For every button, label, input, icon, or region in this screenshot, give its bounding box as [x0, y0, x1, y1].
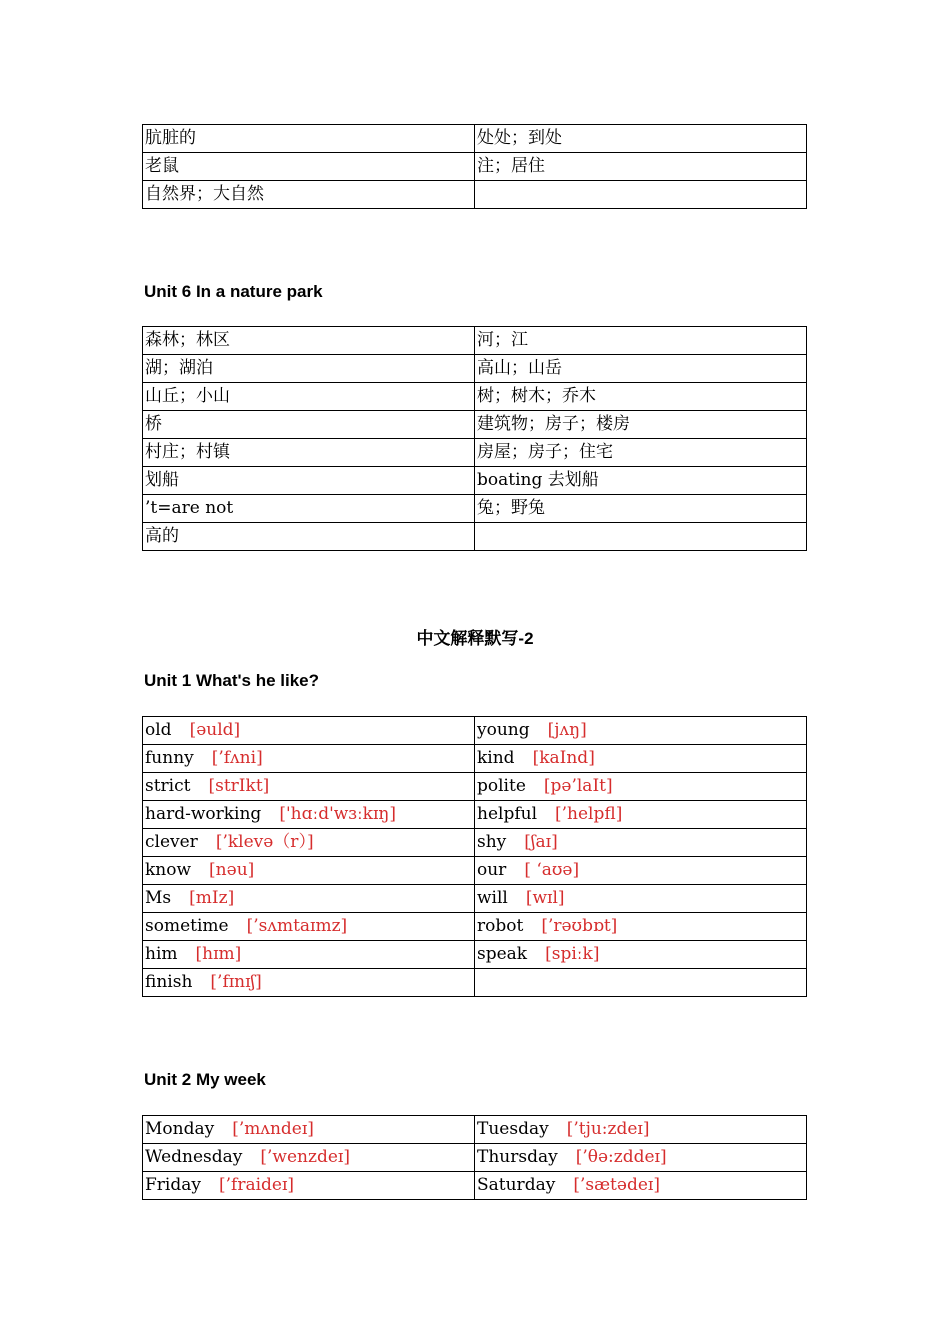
cell: 自然界；大自然 — [143, 181, 475, 209]
word: Friday — [145, 1175, 201, 1195]
cell: 处处；到处 — [475, 125, 807, 153]
cell — [143, 801, 475, 829]
cell — [475, 523, 807, 551]
word: Saturday — [477, 1175, 556, 1195]
word: know — [145, 860, 192, 880]
vocab-table-top — [142, 124, 807, 209]
table-row — [143, 523, 807, 551]
cell: 河；江 — [475, 327, 807, 355]
table-row — [143, 1116, 807, 1144]
cell — [143, 885, 475, 913]
cell — [475, 773, 807, 801]
cell: 山丘；小山 — [143, 383, 475, 411]
table-row — [143, 355, 807, 383]
phonetic-transcription: [’fɪnɪʃ] — [210, 972, 262, 992]
cell: 建筑物；房子；楼房 — [475, 411, 807, 439]
word: finish — [145, 972, 193, 992]
phonetic-transcription: [wɪl] — [525, 888, 565, 908]
table-row — [143, 913, 807, 941]
phonetic-transcription: ['hɑːd'wɜːkɪŋ] — [279, 804, 396, 824]
cell — [475, 1144, 807, 1172]
cell — [143, 913, 475, 941]
cell — [475, 1172, 807, 1200]
cell: 树；树木；乔木 — [475, 383, 807, 411]
phonetic-transcription: [’sætədeɪ] — [573, 1175, 660, 1195]
table-row — [143, 411, 807, 439]
table-row — [143, 327, 807, 355]
phonetic-transcription: [’mʌndeɪ] — [232, 1119, 314, 1139]
cell — [475, 181, 807, 209]
unit6-heading: Unit 6 In a nature park — [144, 282, 323, 301]
table-row — [143, 125, 807, 153]
phonetic-transcription: [’klevə（r）] — [215, 832, 314, 852]
cell: 森林；林区 — [143, 327, 475, 355]
cell — [475, 913, 807, 941]
word: Wednesday — [145, 1147, 243, 1167]
table-row — [143, 181, 807, 209]
cell: 高山；山岳 — [475, 355, 807, 383]
word: hard-working — [145, 804, 262, 824]
table-row — [143, 153, 807, 181]
cell — [143, 1116, 475, 1144]
word: our — [477, 860, 507, 880]
cell — [143, 857, 475, 885]
phonetic-transcription: [hɪm] — [195, 944, 242, 964]
phonetic-transcription: [’rəʊbɒt] — [541, 916, 618, 936]
cell — [143, 773, 475, 801]
phonetic-transcription: [strIkt] — [208, 776, 270, 796]
cell: 划船 — [143, 467, 475, 495]
table-row — [143, 801, 807, 829]
cell: 高的 — [143, 523, 475, 551]
table-row — [143, 1144, 807, 1172]
phonetic-transcription: [’tju:zdeɪ] — [566, 1119, 650, 1139]
vocab-table-unit6 — [142, 326, 807, 551]
phonetic-transcription: [kaInd] — [532, 748, 595, 768]
table-row — [143, 969, 807, 997]
table-row — [143, 857, 807, 885]
cell: 注；居住 — [475, 153, 807, 181]
phonetic-transcription: [mIz] — [189, 888, 235, 908]
phonetic-transcription: [’θə:zddeɪ] — [575, 1147, 667, 1167]
table-row — [143, 773, 807, 801]
section-title: 中文解释默写-2 — [416, 629, 534, 648]
cell — [143, 717, 475, 745]
cell: 桥 — [143, 411, 475, 439]
cell — [475, 969, 807, 997]
word: polite — [477, 776, 526, 796]
phonetic-transcription: [’fraideɪ] — [218, 1175, 295, 1195]
cell: 湖；湖泊 — [143, 355, 475, 383]
phonetic-transcription: [spiːk] — [545, 944, 600, 964]
phonetic-transcription: [ʃaɪ] — [524, 832, 558, 852]
phonetic-transcription: [pə’laIt] — [543, 776, 613, 796]
word: clever — [145, 832, 198, 852]
unit1-heading: Unit 1 What's he like? — [144, 671, 320, 690]
table-row — [143, 717, 807, 745]
cell: 房屋；房子；住宅 — [475, 439, 807, 467]
vocab-table-unit2 — [142, 1115, 807, 1200]
word: Thursday — [477, 1147, 558, 1167]
vocab-table-unit1 — [142, 716, 807, 997]
word: Ms — [145, 888, 172, 908]
word: strict — [145, 776, 191, 796]
phonetic-transcription: [’fʌni] — [211, 748, 263, 768]
cell — [475, 745, 807, 773]
table-row — [143, 495, 807, 523]
phonetic-transcription: [’wenzdeɪ] — [260, 1147, 350, 1167]
cell — [475, 941, 807, 969]
cell: 老鼠 — [143, 153, 475, 181]
phonetic-transcription: [’helpfl] — [555, 804, 623, 824]
cell — [143, 941, 475, 969]
cell — [143, 969, 475, 997]
table-row — [143, 829, 807, 857]
word: speak — [477, 944, 528, 964]
cell — [475, 717, 807, 745]
cell — [143, 1144, 475, 1172]
cell — [143, 829, 475, 857]
table-row — [143, 439, 807, 467]
cell: boating 去划船 — [475, 467, 807, 495]
word: robot — [477, 916, 524, 936]
word: sometime — [145, 916, 229, 936]
cell — [475, 1116, 807, 1144]
table-row — [143, 745, 807, 773]
cell: 肮脏的 — [143, 125, 475, 153]
word: him — [145, 944, 178, 964]
word: shy — [477, 832, 507, 852]
cell: 兔；野兔 — [475, 495, 807, 523]
cell — [475, 885, 807, 913]
word: helpful — [477, 804, 538, 824]
phonetic-transcription: [nəu] — [209, 860, 255, 880]
table-row — [143, 885, 807, 913]
unit2-heading: Unit 2 My week — [144, 1070, 266, 1089]
word: kind — [477, 748, 515, 768]
phonetic-transcription: [jʌŋ] — [547, 720, 587, 740]
phonetic-transcription: [ ‘aʊə] — [524, 860, 580, 880]
cell — [475, 857, 807, 885]
cell — [475, 829, 807, 857]
word: funny — [145, 748, 194, 768]
cell — [143, 745, 475, 773]
word: young — [477, 720, 530, 740]
table-row — [143, 467, 807, 495]
table-row — [143, 1172, 807, 1200]
word: Tuesday — [477, 1119, 549, 1139]
cell — [143, 1172, 475, 1200]
table-row — [143, 941, 807, 969]
word: will — [477, 888, 508, 908]
cell: 村庄；村镇 — [143, 439, 475, 467]
table-row — [143, 383, 807, 411]
word: old — [145, 720, 172, 740]
phonetic-transcription: [əuld] — [189, 720, 241, 740]
word: Monday — [145, 1119, 215, 1139]
cell — [475, 801, 807, 829]
phonetic-transcription: [’sʌmtaɪmz] — [246, 916, 348, 936]
cell: ’t=are not — [143, 495, 475, 523]
